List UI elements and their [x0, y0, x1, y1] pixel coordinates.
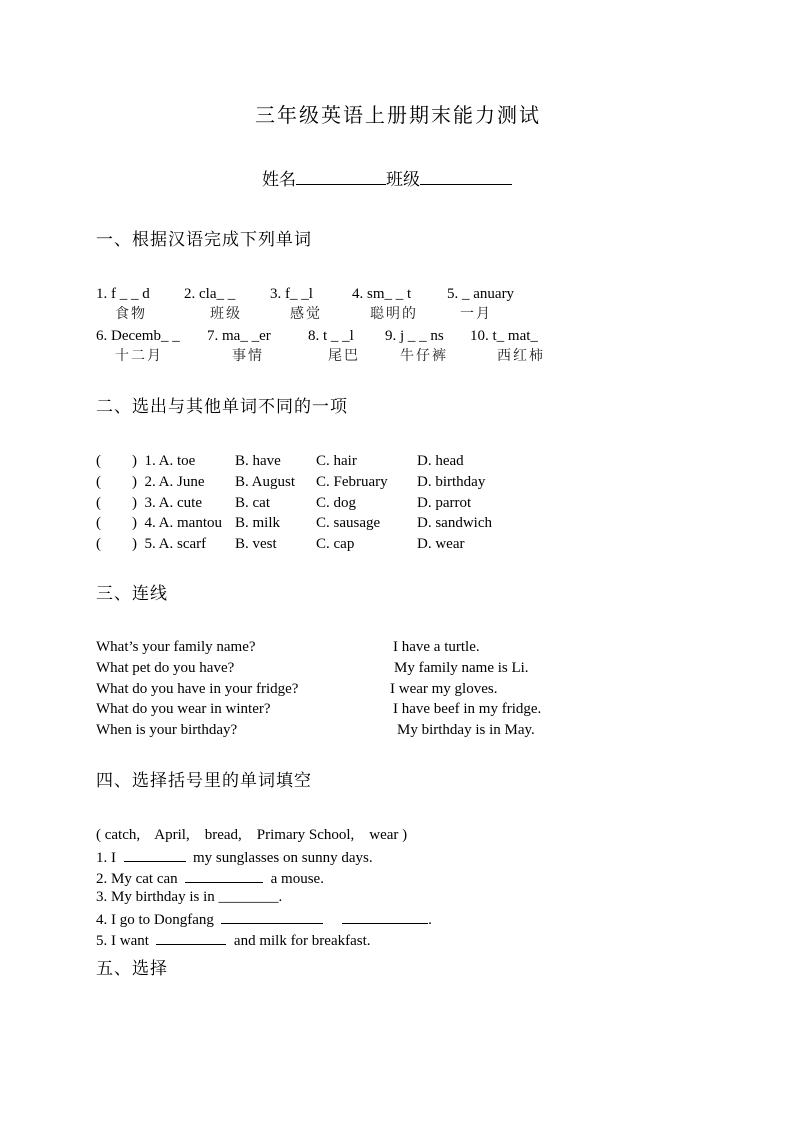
choice-question: ) 2. A. June — [132, 473, 205, 490]
answer-blank[interactable] — [185, 868, 263, 883]
section-1-heading: 一、根据汉语完成下列单词 — [96, 230, 312, 250]
word-hint: 感觉 — [290, 306, 322, 322]
fill-question-3: 3. My birthday is in ________. — [96, 889, 283, 905]
match-answer: I have a turtle. — [393, 639, 480, 655]
choice-question: ) 3. A. cute — [132, 494, 202, 511]
match-answer: My birthday is in May. — [397, 722, 535, 739]
answer-blank[interactable] — [221, 909, 323, 924]
word-item: 7. ma_ _er — [207, 328, 271, 344]
match-question: What’s your family name? — [96, 639, 256, 655]
word-hint: 十二月 — [115, 348, 163, 364]
question-text: 2. My cat can — [96, 871, 178, 887]
word-options: ( catch, April, bread, Primary School, wear ) — [96, 827, 408, 843]
choice-option: D. wear — [417, 536, 465, 553]
name-blank[interactable] — [296, 170, 386, 185]
word-hint: 西红柿 — [497, 348, 545, 364]
word-hint: 一月 — [460, 306, 492, 322]
question-text: my sunglasses on sunny days. — [193, 850, 373, 866]
choice-question: ) 1. A. toe — [132, 453, 196, 469]
question-text: 4. I go to Dongfang — [96, 912, 214, 928]
match-answer: My family name is Li. — [394, 659, 529, 676]
word-item: 4. sm_ _ t — [352, 286, 412, 302]
choice-option: D. head — [417, 453, 464, 469]
word-hint: 聪明的 — [370, 306, 418, 322]
choice-option: B. cat — [235, 494, 270, 511]
fill-question-2 — [96, 868, 324, 888]
choice-option: B. vest — [235, 536, 277, 553]
fill-question-4 — [96, 909, 432, 929]
question-text: . — [428, 912, 432, 928]
match-question: What pet do you have? — [96, 659, 235, 676]
page-title: 三年级英语上册期末能力测试 — [255, 103, 541, 127]
choice-option: C. cap — [316, 536, 355, 553]
word-item: 6. Decemb_ _ — [96, 328, 180, 344]
answer-blank[interactable] — [156, 930, 226, 945]
word-hint: 食物 — [115, 306, 147, 322]
choice-option: B. August — [235, 473, 296, 490]
section-4-heading: 四、选择括号里的单词填空 — [96, 771, 312, 791]
answer-blank[interactable] — [342, 909, 428, 924]
class-blank[interactable] — [420, 170, 512, 185]
choice-option: D. parrot — [417, 494, 472, 511]
match-question: What do you wear in winter? — [96, 701, 271, 718]
choice-question: ( — [96, 515, 101, 532]
question-text: and milk for breakfast. — [233, 933, 371, 949]
word-item: 1. f _ _ d — [96, 286, 150, 302]
word-item: 8. t _ _l — [308, 328, 354, 344]
choice-question: ( — [96, 453, 101, 469]
choice-option: B. have — [235, 453, 281, 469]
word-item: 2. cla_ _ — [184, 286, 236, 302]
word-hint: 班级 — [210, 306, 242, 322]
question-text: 1. I — [96, 850, 116, 866]
question-text: 5. I want — [96, 933, 149, 949]
match-answer: I have beef in my fridge. — [393, 701, 542, 718]
word-hint: 牛仔裤 — [400, 348, 448, 364]
word-item: 5. _ anuary — [447, 286, 515, 302]
choice-option: C. sausage — [316, 515, 381, 532]
fill-question-1 — [96, 847, 373, 867]
choice-option: C. dog — [316, 494, 357, 511]
word-hint: 尾巴 — [328, 348, 360, 364]
choice-question: ) 4. A. mantou — [132, 515, 222, 532]
choice-option: D. birthday — [417, 473, 486, 490]
match-question: When is your birthday? — [96, 722, 238, 739]
name-label: 姓名 — [262, 170, 296, 190]
word-hint: 事情 — [232, 348, 264, 364]
choice-option: B. milk — [235, 515, 281, 532]
word-item: 9. j _ _ ns — [385, 328, 444, 344]
choice-option: C. February — [316, 473, 388, 490]
match-question: What do you have in your fridge? — [96, 680, 299, 697]
fill-question-5 — [96, 930, 371, 950]
class-label: 班级 — [386, 170, 420, 190]
section-3-heading: 三、连线 — [96, 584, 168, 604]
word-item: 3. f_ _l — [270, 286, 313, 302]
question-text: a mouse. — [270, 871, 324, 887]
choice-option: D. sandwich — [417, 515, 492, 532]
choice-question: ( — [96, 473, 101, 490]
choice-option: C. hair — [316, 453, 357, 469]
choice-question: ) 5. A. scarf — [132, 536, 207, 553]
answer-blank[interactable] — [124, 847, 186, 862]
choice-question: ( — [96, 536, 101, 553]
section-5-heading: 五、选择 — [96, 959, 168, 979]
choice-question: ( — [96, 494, 101, 511]
match-answer: I wear my gloves. — [390, 680, 498, 697]
name-class-line — [262, 170, 512, 189]
section-2-heading: 二、选出与其他单词不同的一项 — [96, 397, 348, 417]
word-item: 10. t_ mat_ — [470, 328, 538, 344]
